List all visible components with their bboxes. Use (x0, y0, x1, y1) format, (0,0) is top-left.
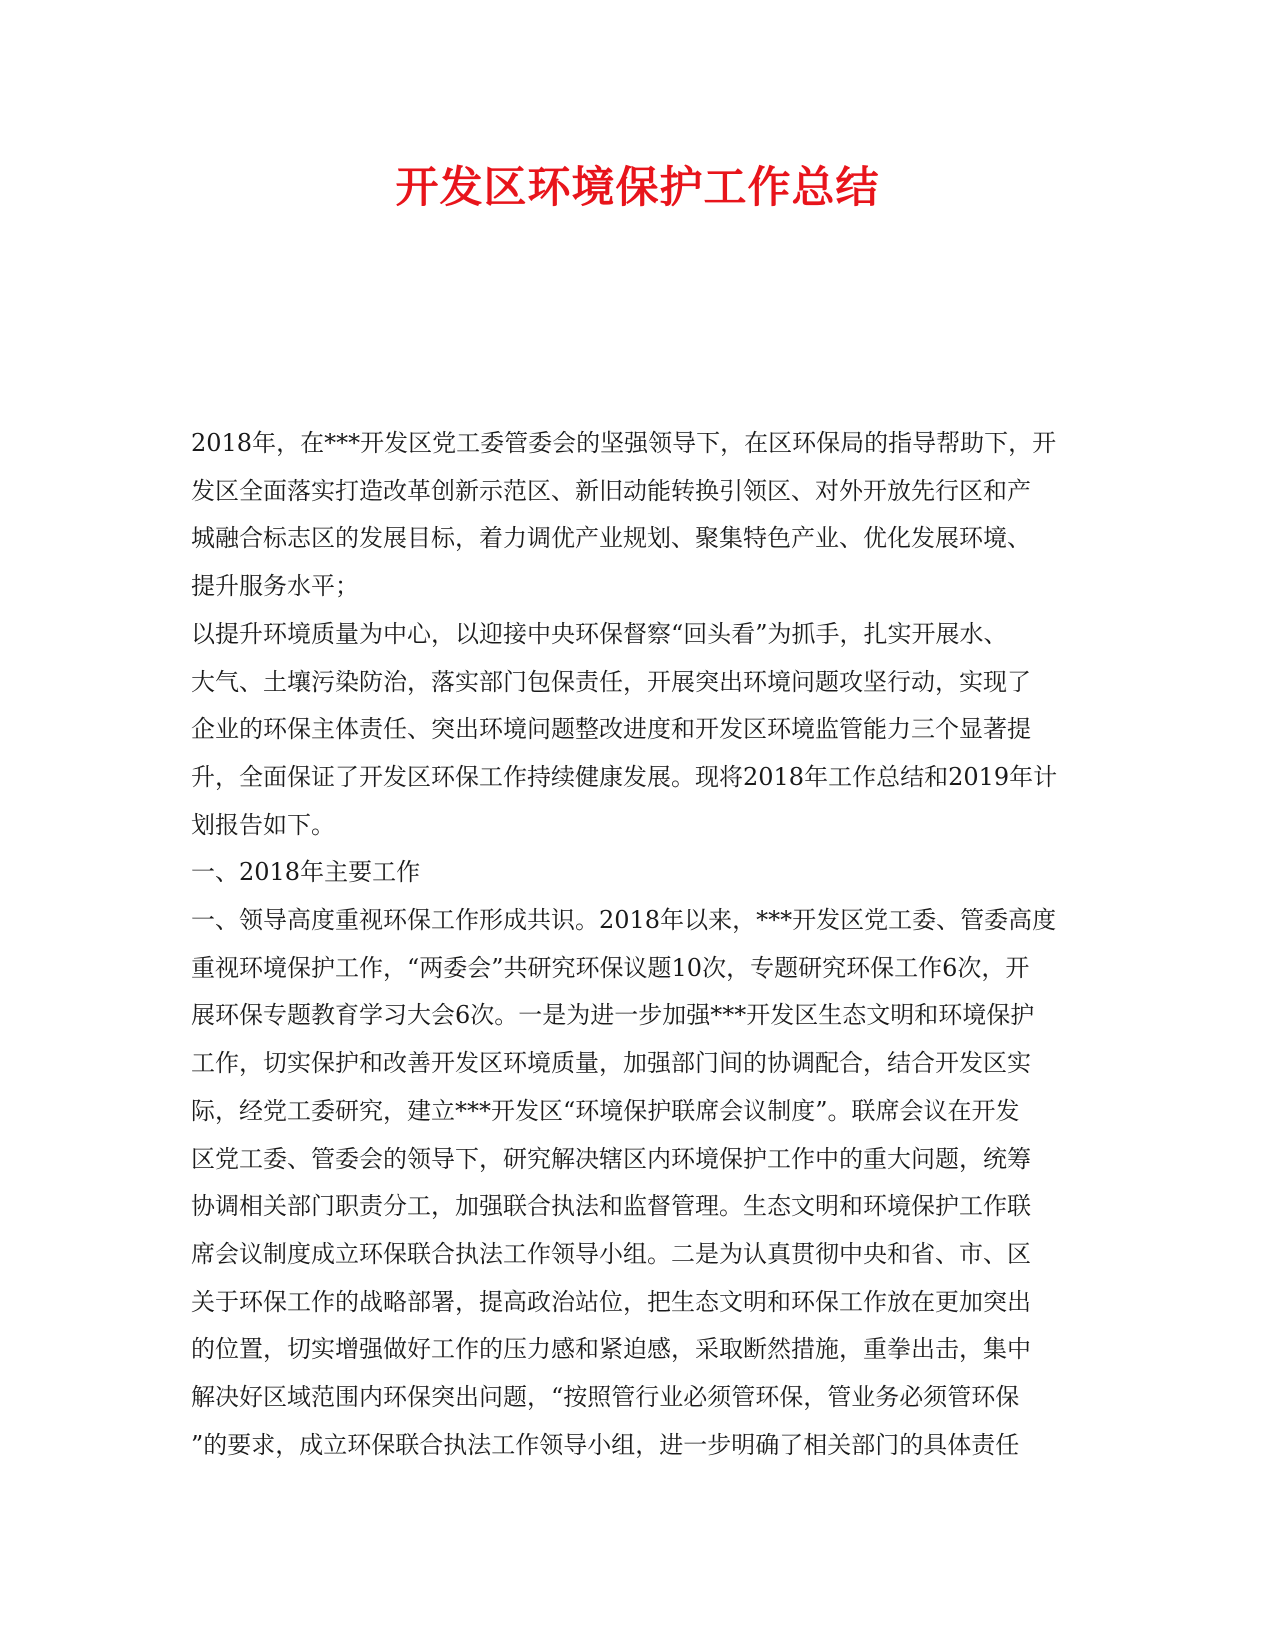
paragraph-intro: 2018年，在***开发区党工委管委会的坚强领导下，在区环保局的指导帮助下，开 发区全面落实打造改革创新示范区、新旧动能转换引领区、对外开放先行区和产 城融合标志区的发展目标，着力调优产业规划、聚集特色产业、优化发展环境、 提升服务水平； (191, 429, 1057, 601)
document-body (191, 420, 1081, 1469)
document-title: 开发区环境保护工作总结 (395, 163, 880, 213)
section-heading: 一、2018年主要工作 (191, 858, 421, 887)
paragraph-leadership: 一、领导高度重视环保工作形成共识。2018年以来，***开发区党工委、管委高度 重视环境保护工作，“两委会”共研究环保议题10次，专题研究环保工作6次，开 展环保专题教育学习大会6次。一是为进一步加强***开发区生态文明和环境保护 工作，切实保护和改善开发区环境质量，加强部门间的协调配合，结合开发区实 际，经党工委研究，建立***开发区“环境保护联席会议制度”。联席会议在开发 区党工委、管委会的领导下，研究解决辖区内环境保护工作中的重大问题，统筹 协调相关部门职责分工，加强联合执法和监督管理。生态文明和环境保护工作联 席会议制度成立环保联合执法工作领导小组。二是为认真贯彻中央和省、市、区 关于环保工作的战略部署，提高政治站位，把生态文明和环保工作放在更加突出 的位置，切实增强做好工作的压力感和紧迫感，采取断然措施，重拳出击，集中 解决好区域范围内环保突出问题，“按照管行业必须管环保，管业务必须管环保 ”的要求，成立环保联合执法工作领导小组，进一步明确了相关部门的具体责任 (191, 906, 1057, 1459)
paragraph-focus: 以提升环境质量为中心，以迎接中央环保督察“回头看”为抓手，扎实开展水、 大气、土壤污染防治，落实部门包保责任，开展突出环境问题攻坚行动，实现了 企业的环保主体责任、突出环境问题整改进度和开发区环境监管能力三个显著提 升，全面保证了开发区环保工作持续健康发展。现将2018年工作总结和2019年计 划报告如下。 (191, 619, 1058, 839)
